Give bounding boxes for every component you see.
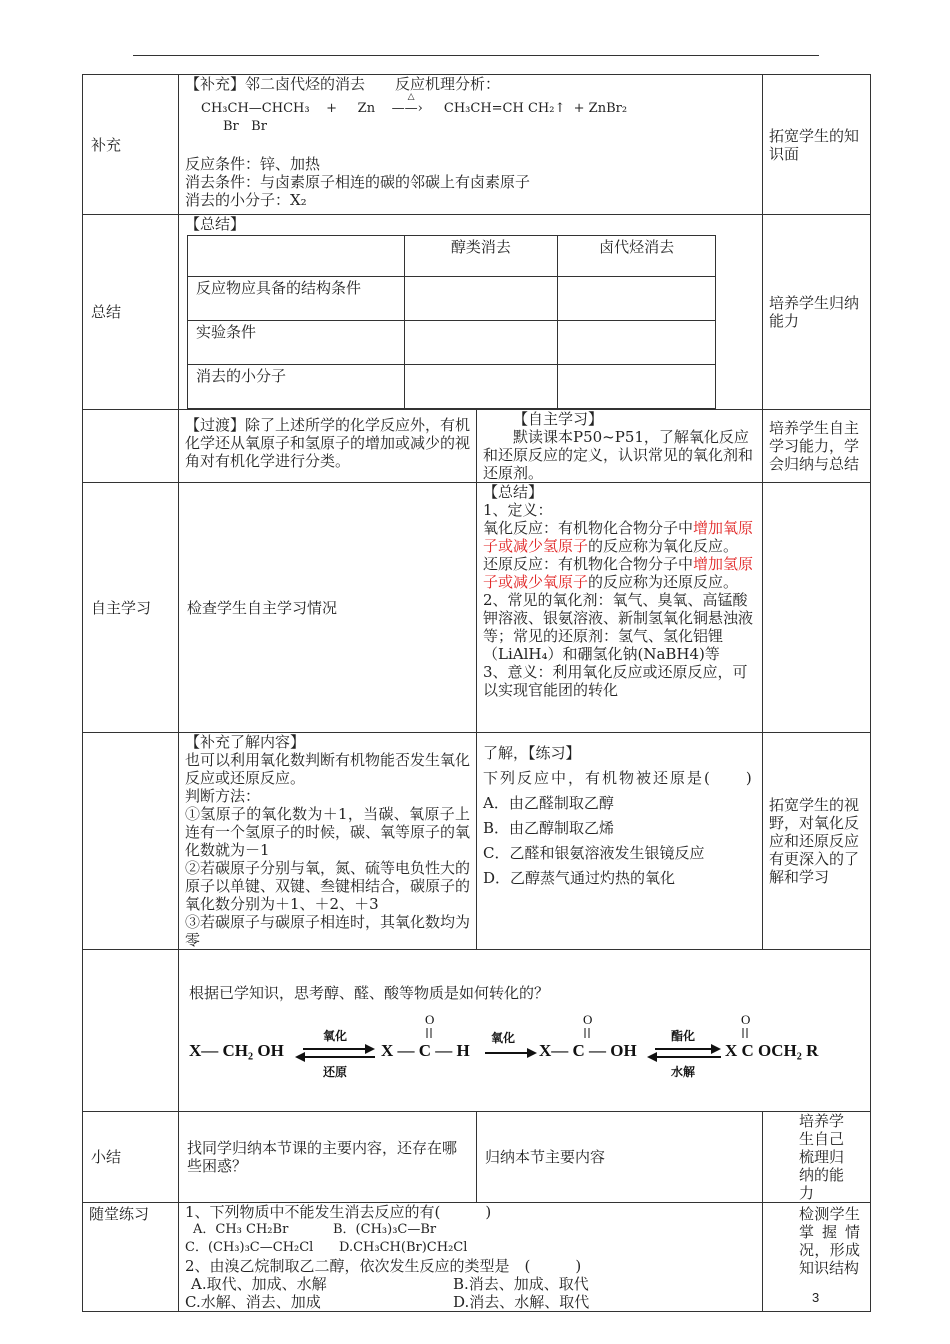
conversion-diagram — [185, 1006, 845, 1086]
extra-content — [179, 733, 477, 950]
practice-content — [179, 1203, 763, 1312]
row-extra — [83, 733, 871, 950]
elimination-condition: 消去条件：与卤素原子相连的碳的邻碳上有卤素原子 — [185, 173, 531, 191]
page-number: 3 — [812, 1290, 820, 1305]
comparison-row — [188, 277, 716, 321]
blank-cell — [404, 365, 558, 409]
eq-byproduct: + ZnBr₂ — [573, 101, 628, 116]
row-structure: 反应物应具备的结构条件 — [188, 277, 405, 321]
definition-heading: 1、定义： — [483, 501, 553, 519]
q1-option-c: C．(CH₃)₃C—CH₂Cl — [185, 1240, 314, 1255]
goal-text: 拓宽学生的视野，对氧化反应和还原反应有更深入的了解和学习 — [763, 733, 871, 950]
eq-condition: △ — [407, 92, 415, 102]
oxidation-arrow — [485, 1030, 537, 1058]
eq-reactant: CH₃CH—CHCH₃ — [201, 101, 310, 116]
option-a: A．由乙醛制取乙醇 — [483, 794, 614, 812]
q1-row1 — [185, 1221, 756, 1239]
q1-row2 — [185, 1239, 756, 1257]
col-haloalkane: 卤代烃消去 — [558, 236, 716, 277]
practice-question — [477, 733, 763, 950]
eq-zinc: Zn — [357, 101, 376, 116]
option-c: C．乙醛和银氨溶液发生银镜反应 — [483, 844, 705, 862]
q2-option-c: C.水解、消去、加成 — [185, 1293, 321, 1311]
col-alcohol: 醇类消去 — [404, 236, 558, 277]
goal-text: 培养学生归纳能力 — [763, 215, 871, 410]
definition-summary — [477, 483, 763, 733]
practice-heading: 了解，【练习】 — [483, 744, 581, 762]
row-label: 总结 — [83, 215, 179, 410]
reagents-text: 2、常见的氧化剂：氧气、臭氧、高锰酸钾溶液、银氨溶液、新制氢氧化铜悬浊液等；常见的还原剂：氢气、氢化铝锂（LiAlH₄）和硼氢化钠(NaBH4)等 — [483, 591, 754, 663]
oxidation-reduction-arrows — [295, 1028, 375, 1079]
blank-cell — [558, 365, 716, 409]
row-small-molecule: 消去的小分子 — [188, 365, 405, 409]
supplement-content — [179, 75, 763, 215]
reduction-key: 增加氢原子或减少氧原子 — [483, 555, 754, 591]
comparison-header — [188, 236, 716, 277]
comparison-row — [188, 365, 716, 409]
row-conditions: 实验条件 — [188, 321, 405, 365]
row-transition — [83, 410, 871, 483]
extra-intro: 也可以利用氧化数判断有机物能否发生氧化反应或还原反应。 — [185, 751, 471, 787]
blank-cell — [558, 321, 716, 365]
oxidation-definition: 氧化反应：有机物化合物分子中增加氧原子或减少氢原子的反应称为氧化反应。 — [483, 519, 754, 555]
q2-row1 — [185, 1275, 756, 1293]
arrow-label-hydrolysis: 水解 — [671, 1065, 696, 1079]
conversion-content — [179, 950, 871, 1112]
goal-text: 检测学生掌握情况，形成知识结构 — [763, 1203, 871, 1312]
summary-title: 【总结】 — [483, 483, 544, 501]
carbonyl-o: O — [583, 1012, 593, 1027]
reaction-arrow: △ ——› — [392, 99, 436, 119]
method-2: ②若碳原子分别与氧，氮、硫等电负性大的原子以单键、双键、叁键相结合，碳原子的氧化数分别为＋1、＋2、＋3 — [185, 859, 471, 913]
q1-option-d: D.CH₃CH(Br)CH₂Cl — [339, 1240, 468, 1255]
header-rule — [133, 55, 819, 56]
comparison-row — [188, 321, 716, 365]
row-conversion — [83, 950, 871, 1112]
row-self-study — [83, 483, 871, 733]
arrow-label-oxidation: 氧化 — [491, 1031, 516, 1045]
carbonyl-o: O — [741, 1012, 751, 1027]
question-1: 1、下列物质中不能发生消去反应的有( ) — [185, 1203, 492, 1221]
q1-option-b: B．(CH₃)₃C—Br — [333, 1222, 437, 1237]
summary-title: 【总结】 — [185, 215, 246, 233]
eq-plus: + — [326, 101, 337, 116]
esterification-hydrolysis-arrows — [647, 1028, 721, 1079]
reaction-equation — [201, 92, 756, 119]
q2-option-a: A.取代、加成、水解 — [191, 1275, 327, 1293]
self-study-title: 【自主学习】 — [513, 410, 604, 428]
row-label: 小结 — [83, 1112, 179, 1203]
arrow-label-oxidation: 氧化 — [323, 1029, 348, 1043]
row-recap — [83, 1112, 871, 1203]
option-d: D．乙醇蒸气通过灼热的氧化 — [483, 869, 676, 887]
eq-product: CH₃CH=CH CH₂ — [443, 101, 555, 116]
row-supplement — [83, 75, 871, 215]
method-1: ①氢原子的氧化数为＋1，当碳、氧原子上连有一个氢原子的时候，碳、氧等原子的氧化数就为－1 — [185, 805, 471, 859]
supplement-title: 【补充】邻二卤代烃的消去 反应机理分析： — [185, 75, 501, 93]
ester-node: X C OCH₂ R — [725, 1041, 819, 1060]
gas-up-arrow-icon: ↑ — [554, 101, 566, 116]
aldehyde-node: X — C — H — [381, 1041, 470, 1060]
transition-student — [477, 410, 763, 483]
teacher-activity: 找同学归纳本节课的主要内容，还存在哪些困惑？ — [179, 1112, 477, 1203]
summary-content — [179, 215, 763, 410]
blank-cell — [404, 321, 558, 365]
goal-text: 拓宽学生的知识面 — [763, 75, 871, 215]
arrow-label-esterification: 酯化 — [671, 1029, 696, 1043]
option-b: B．由乙醇制取乙烯 — [483, 819, 615, 837]
q2-option-b: B.消去、加成、取代 — [453, 1275, 589, 1293]
row-label: 自主学习 — [83, 483, 179, 733]
teacher-activity: 检查学生自主学习情况 — [179, 483, 477, 733]
significance-text: 3、意义：利用氧化反应或还原反应，可以实现官能团的转化 — [483, 663, 748, 699]
question-2: 2、由溴乙烷制取乙二醇，依次发生反应的类型是 ( ) — [185, 1257, 582, 1275]
comparison-table — [187, 235, 716, 409]
transition-text: 【过渡】除了上述所学的化学反应外，有机化学还从氧原子和氢原子的增加或减少的视角对有机化学进行分类。 — [179, 410, 477, 483]
q2-option-d: D.消去、水解、取代 — [453, 1293, 590, 1311]
eq-substituents: Br Br — [223, 119, 267, 134]
student-activity: 归纳本节主要内容 — [477, 1112, 763, 1203]
question-text: 下列反应中，有机物被还原是( ) — [483, 769, 754, 787]
method-3: ③若碳原子与碳原子相连时，其氧化数均为零 — [185, 913, 471, 949]
row-summary — [83, 215, 871, 410]
method-heading: 判断方法： — [185, 787, 261, 805]
carbonyl-o: O — [425, 1012, 435, 1027]
reaction-condition: 反应条件：锌、加热 — [185, 155, 321, 173]
row-label: 随堂练习 — [83, 1203, 179, 1312]
row-practice — [83, 1203, 871, 1312]
acid-node: X— C — OH — [539, 1041, 637, 1060]
row-label: 补充 — [83, 75, 179, 215]
self-study-text: 默读课本P50~P51，了解氧化反应和还原反应的定义，认识常见的氧化剂和还原剂。 — [483, 428, 754, 482]
small-molecule: 消去的小分子：X₂ — [185, 191, 307, 209]
goal-text: 培养学生自己梳理归纳的能力 — [763, 1112, 871, 1203]
blank-cell — [558, 277, 716, 321]
arrow-label-reduction: 还原 — [323, 1065, 348, 1079]
alcohol-node: X— CH₂ OH — [189, 1041, 284, 1060]
extra-title: 【补充了解内容】 — [185, 733, 306, 751]
goal-text: 培养学生自主学习能力，学会归纳与总结 — [763, 410, 871, 483]
oxidation-key: 增加氧原子或减少氢原子 — [483, 519, 754, 555]
q2-row2 — [185, 1293, 756, 1311]
conversion-prompt: 根据已学知识，思考醇、醛、酸等物质是如何转化的？ — [189, 984, 550, 1002]
blank-cell — [404, 277, 558, 321]
lesson-table — [82, 74, 871, 1312]
q1-option-a: A．CH₃ CH₂Br — [193, 1222, 289, 1237]
reduction-definition: 还原反应：有机物化合物分子中增加氢原子或减少氧原子的反应称为还原反应。 — [483, 555, 754, 591]
